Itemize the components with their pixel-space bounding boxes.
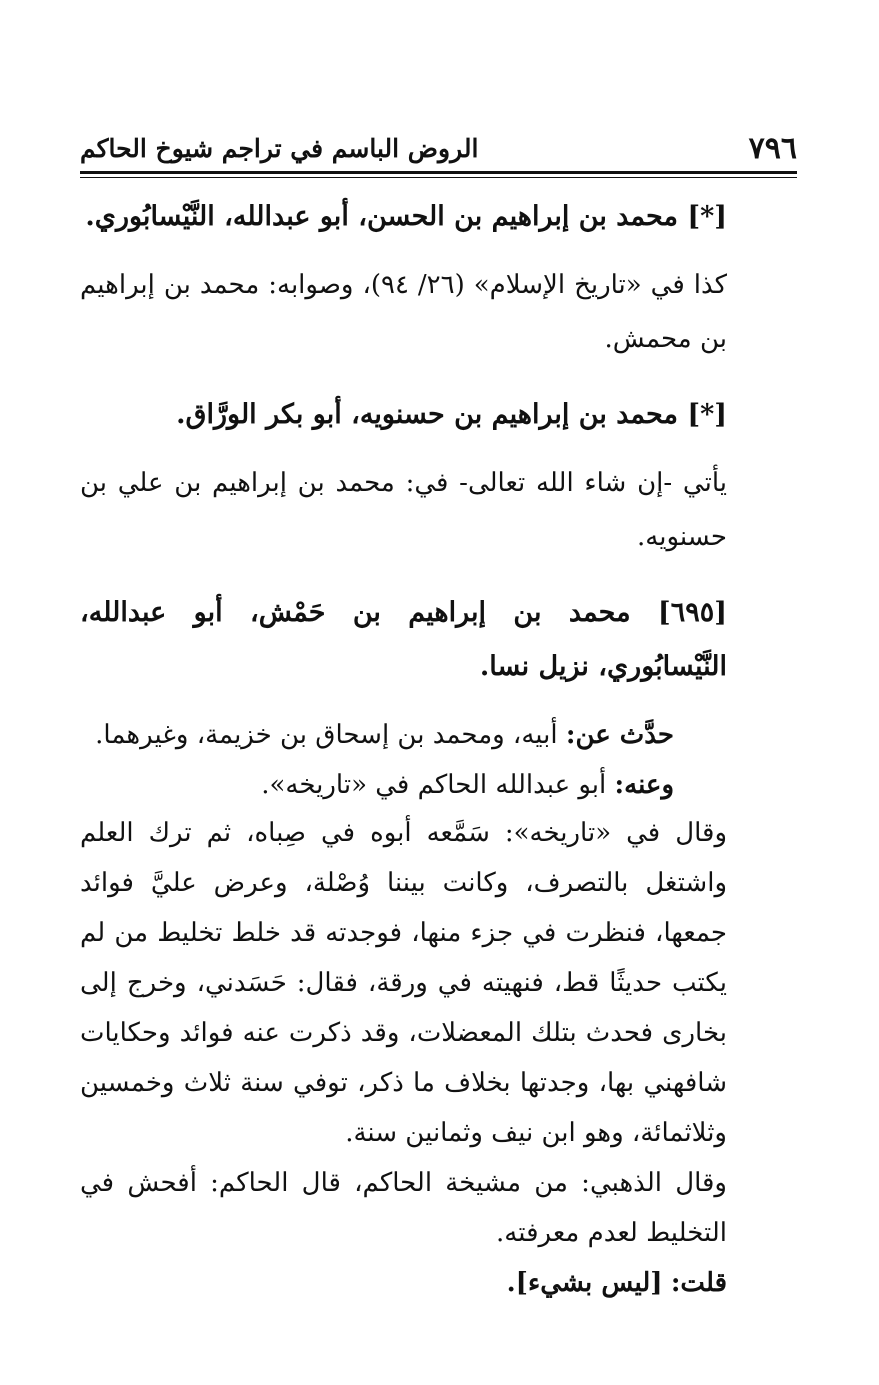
- header-rule-thick: [80, 171, 797, 174]
- entry-heading: [*] محمد بن إبراهيم بن حسنويه، أبو بكر الورَّاق.: [176, 399, 727, 430]
- narrated-from-label: حدَّث عن:: [565, 720, 674, 750]
- running-title: الروض الباسم في تراجم شيوخ الحاكم: [80, 133, 479, 163]
- header-rule-thin: [80, 177, 797, 178]
- page-header: [80, 128, 797, 168]
- narrated-from-text: أبيه، ومحمد بن إسحاق بن خزيمة، وغيرهما.: [95, 720, 558, 750]
- author-note: [80, 1258, 779, 1308]
- entry-body: كذا في «تاريخ الإسلام» (٢٦/ ٩٤)، وصوابه: محمد بن إبراهيم بن محمش.: [80, 270, 728, 354]
- narrators-text: أبو عبدالله الحاكم في «تاريخه».: [261, 770, 607, 800]
- author-note-label: قلت:: [670, 1268, 727, 1298]
- author-note-text: [ليس بشيء].: [506, 1268, 663, 1298]
- entry-heading: [*] محمد بن إبراهيم بن الحسن، أبو عبدالله، النَّيْسابُوري.: [85, 201, 727, 232]
- entry-heading-numbered: [٦٩٥] محمد بن إبراهيم بن حَمْش، أبو عبدالله، النَّيْسابُوري، نزيل نسا.: [80, 597, 727, 682]
- narrators-from-him: [80, 762, 779, 808]
- entry-body: يأتي -إن شاء الله تعالى- في: محمد بن إبراهيم بن علي بن حسنويه.: [80, 468, 727, 552]
- dhahabi-paragraph: وقال الذهبي: من مشيخة الحاكم، قال الحاكم: أفحش في التخليط لعدم معرفته.: [80, 1168, 727, 1248]
- history-paragraph: وقال في «تاريخه»: سَمَّعه أبوه في صِباه، ثم ترك العلم واشتغل بالتصرف، وكانت بيننا وُصْلة، وعرض عليَّ فوائد جمعها، فنظرت في جزء منها، فوجدته قد خلط تخليط من لم يكتب حديثًا قط، فنهيته في ورقة، فقال: حَسَدني، وخرج إلى بخارى فحدث بتلك المعضلات، وقد ذكرت عنه فوائد وحكايات شافهني بها، وجدتها بخلاف ما ذكر، توفي سنة ثلاث وخمسين وثلاثمائة، وهو ابن نيف وثمانين سنة.: [80, 818, 727, 1148]
- page-content: [80, 190, 779, 1298]
- narrators-label: وعنه:: [614, 770, 674, 800]
- narrated-from: [80, 708, 779, 762]
- page-number: ٧٩٦: [748, 130, 797, 166]
